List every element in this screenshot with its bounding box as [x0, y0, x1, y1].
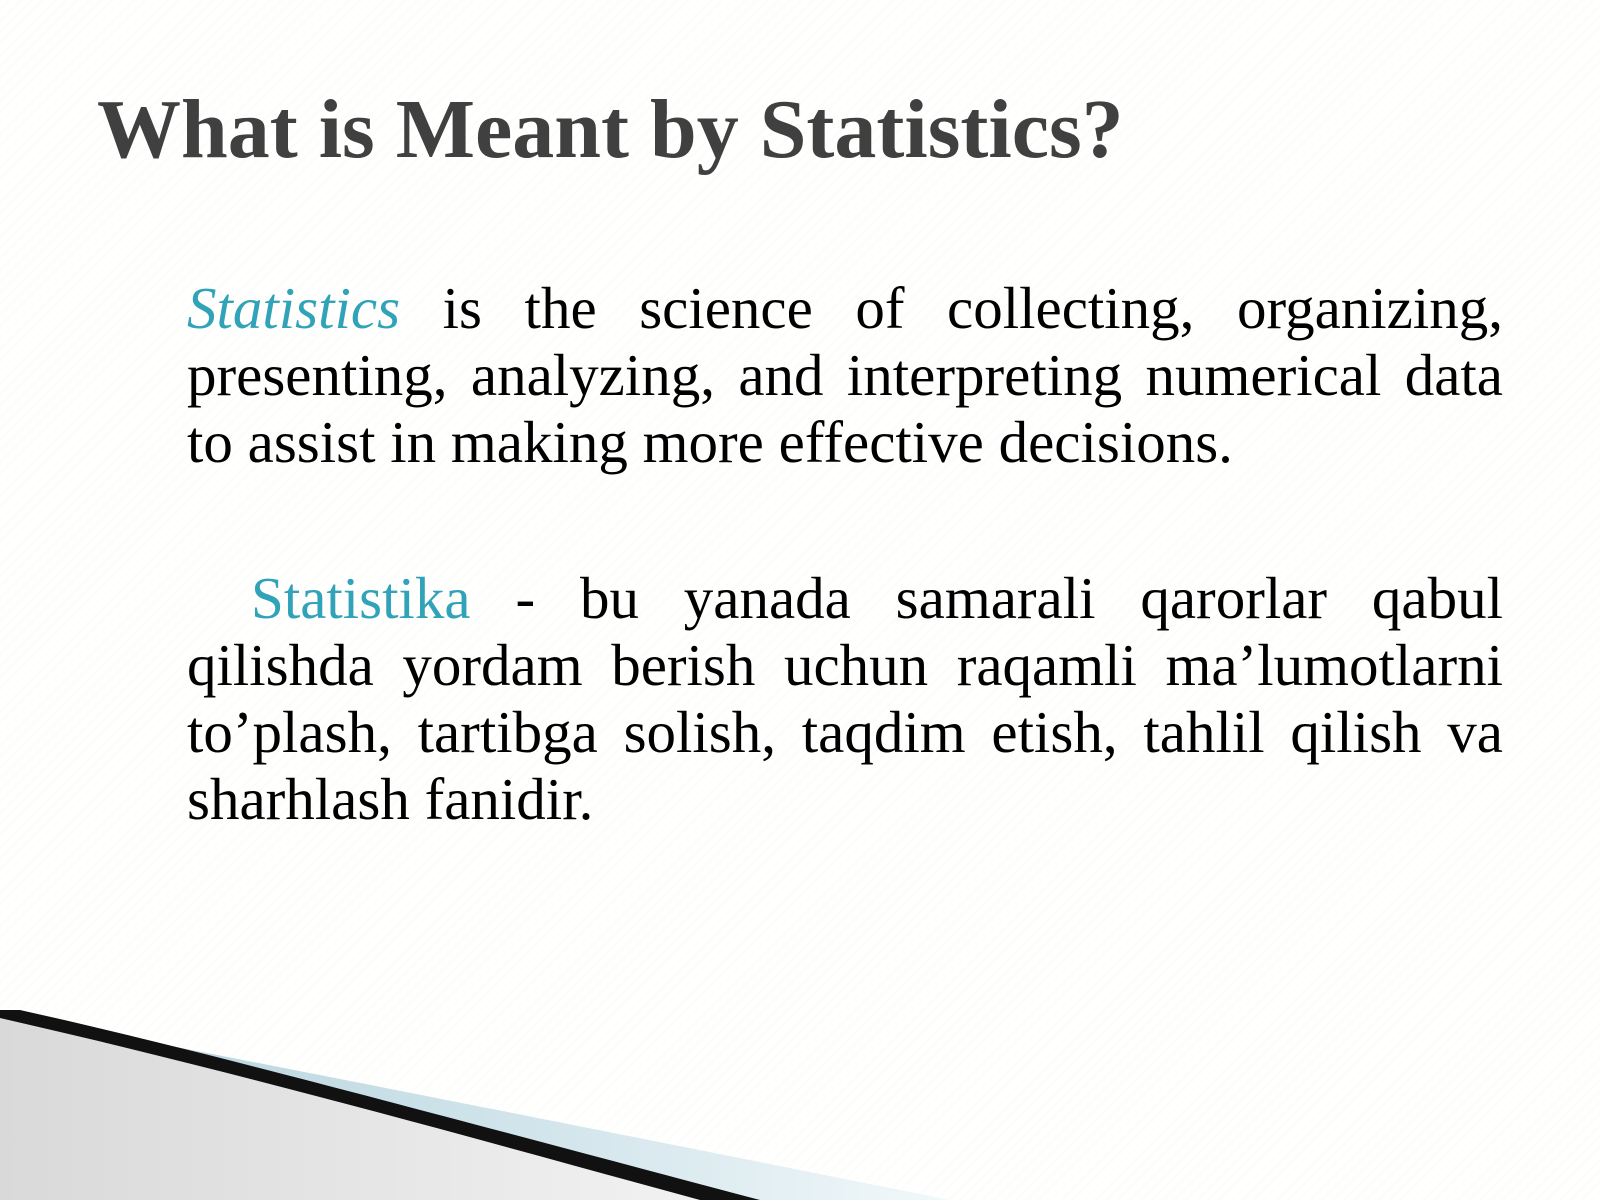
- light-blue-wedge-shape: [120, 1036, 950, 1200]
- gray-wedge-shape: [0, 1012, 760, 1200]
- term-statistika: Statistika: [251, 565, 471, 631]
- definition-uzbek: [187, 565, 1503, 833]
- term-statistics: Statistics: [187, 275, 401, 341]
- definition-english-text: is the science of collecting, organizing, presenting, analyzing, and interpreting numerical data to assist in making more effective decisions.: [187, 275, 1503, 475]
- definition-english: [187, 275, 1503, 476]
- black-swoosh-shape: [0, 1010, 760, 1200]
- definition-uzbek-text: - bu yanada samarali qarorlar qabul qilishda yordam berish uchun raqamli ma’lumotlarni to’plash, tartibga solish, taqdim etish, tahlil qilish va sharhlash fanidir.: [187, 565, 1503, 832]
- slide-title: What is Meant by Statistics?: [97, 83, 1124, 176]
